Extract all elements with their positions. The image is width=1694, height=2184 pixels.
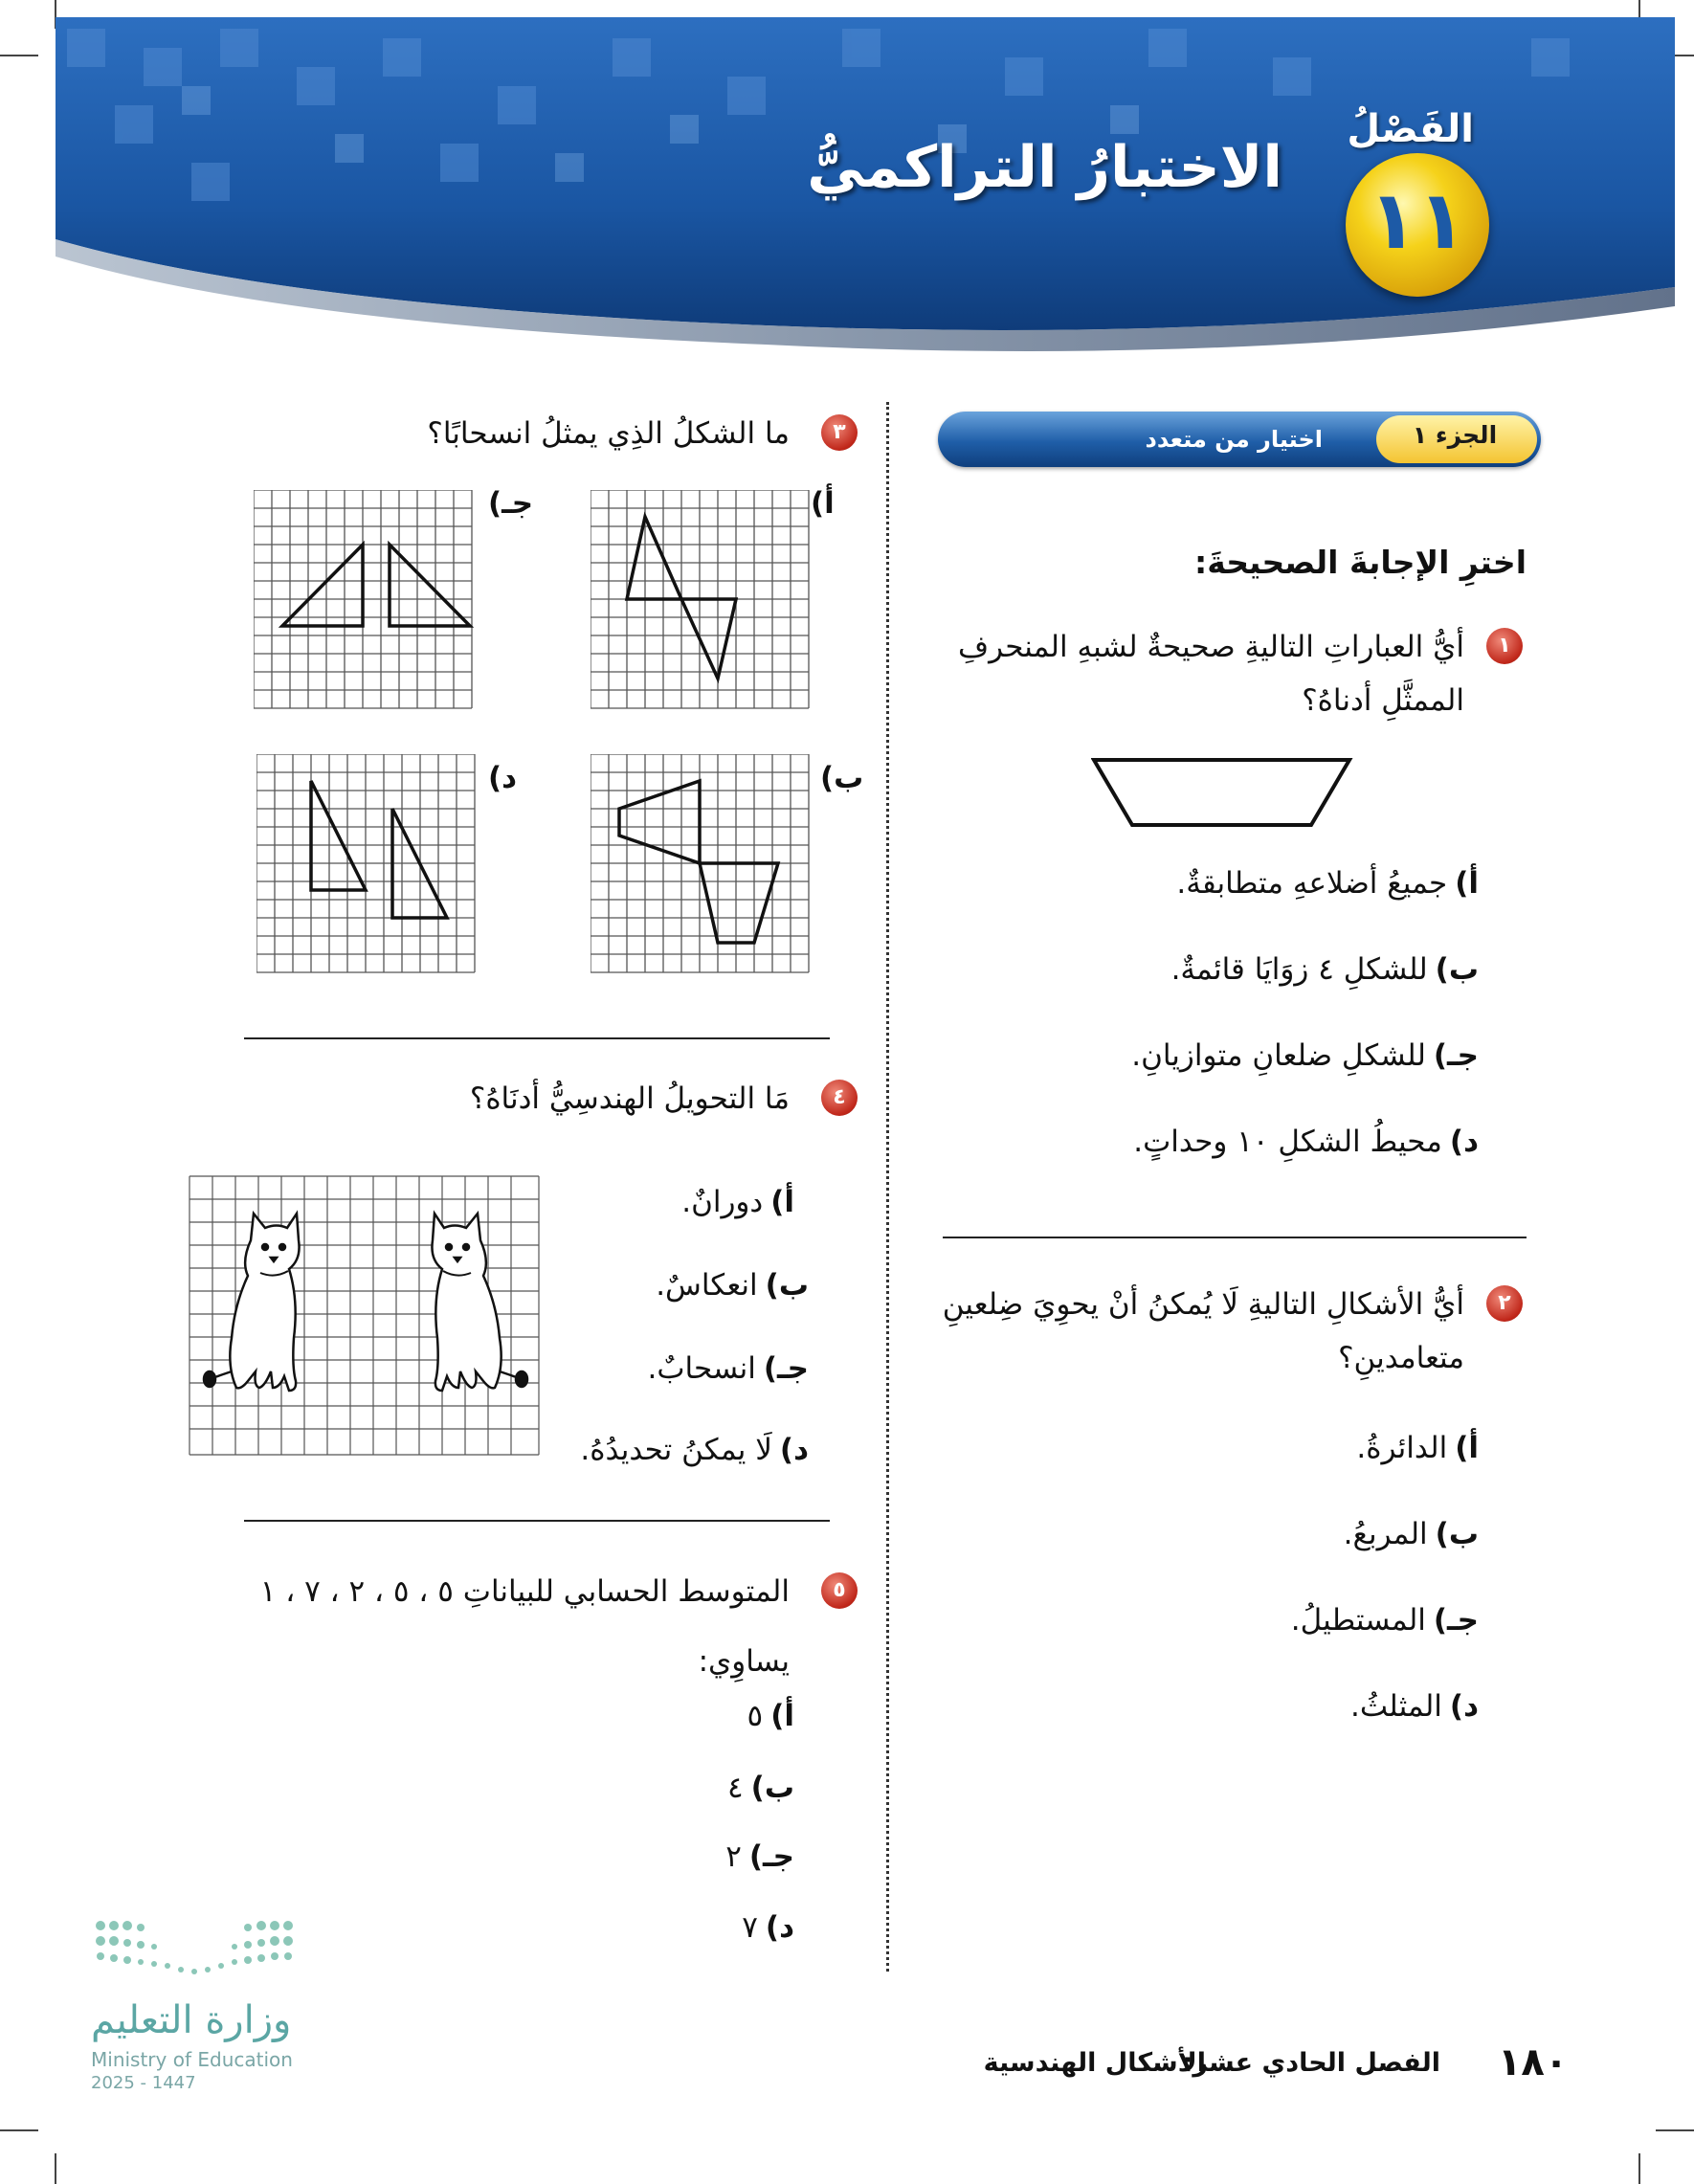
page-number: ١٨٠ (1498, 2040, 1569, 2084)
footer-chapter: الفصل الحادي عشر: (1182, 2048, 1440, 2078)
footer-topic: الأشكال الهندسية (983, 2048, 1206, 2078)
answer-option[interactable]: أ)جميعُ أضلاعهِ متطابقةٌ. (1176, 866, 1479, 901)
page-title: الاختبارُ التراكميُّ (807, 134, 1282, 201)
chapter-number: ١١ (1368, 173, 1467, 267)
answer-option[interactable]: د)لَا يمكنُ تحديدُهُ. (580, 1433, 809, 1467)
answer-option-label: د) (488, 761, 518, 795)
question-separator (244, 1520, 830, 1522)
question-separator (244, 1037, 830, 1039)
crop-mark (55, 2153, 56, 2184)
crop-mark (0, 2129, 38, 2131)
answer-option[interactable]: جـ)للشكلِ ضلعانِ متوازيانِ. (1131, 1038, 1479, 1073)
answer-option[interactable]: أ)دورانٌ. (681, 1185, 794, 1219)
ministry-name-english: Ministry of Education (91, 2048, 293, 2071)
crop-mark (1638, 2153, 1640, 2184)
grid-figure-c[interactable] (254, 490, 474, 710)
cats-reflection-grid (189, 1175, 543, 1457)
question-text-line2: يساوِي: (698, 1644, 790, 1679)
instruction: اخترِ الإجابةَ الصحيحةَ: (1194, 544, 1527, 581)
part-tag-label: الجزء ١ (1412, 421, 1498, 449)
answer-option[interactable]: د)المثلثُ. (1350, 1689, 1479, 1724)
answer-option[interactable]: أ)الدائرةُ. (1356, 1431, 1479, 1465)
answer-option[interactable]: ب)للشكلِ ٤ زوَايَا قائمةٌ. (1170, 952, 1479, 987)
answer-option[interactable]: د)محيطُ الشكلِ ١٠ وحداتٍ. (1133, 1125, 1479, 1159)
answer-option-label: ب) (820, 761, 864, 795)
answer-option[interactable]: د)٧ (742, 1910, 794, 1945)
chapter-label: الفَصْلُ (1347, 107, 1474, 151)
ministry-logo-dots (91, 1914, 311, 1991)
part-name: اختيار من متعدد (1145, 426, 1323, 453)
ministry-name-arabic: وزارة التعليم (91, 1998, 292, 2042)
grid-figure-a[interactable] (591, 490, 811, 710)
question-text: أيُّ العباراتِ التاليةِ صحيحةٌ لشبهِ المنحرفِ الممثَّلِ أدناهُ؟ (958, 630, 1464, 718)
answer-option[interactable]: جـ)المستطيلُ. (1290, 1603, 1479, 1638)
question-text-line1: المتوسط الحسابي للبياناتِ ٥ ، ٥ ، ٢ ، ٧ ، ١ (259, 1574, 790, 1609)
answer-option[interactable]: أ)٥ (747, 1699, 794, 1733)
trapezoid-figure (1091, 756, 1359, 833)
answer-option[interactable]: ب)المربعُ. (1343, 1517, 1479, 1551)
answer-option[interactable]: جـ)٢ (725, 1839, 794, 1874)
question-separator (943, 1237, 1527, 1238)
question-number-badge: ٣ (821, 414, 858, 451)
question-number-badge: ١ (1486, 628, 1523, 664)
grid-figure-d[interactable] (256, 754, 477, 974)
question-number-badge: ٥ (821, 1572, 858, 1609)
answer-option-label: أ) (811, 486, 835, 521)
answer-option[interactable]: ب)٤ (727, 1771, 794, 1805)
question-text: مَا التحويلُ الهندسِيُّ أدنَاهُ؟ (469, 1081, 790, 1116)
question-text: ما الشكلُ الذِي يمثلُ انسحابًا؟ (427, 416, 790, 451)
crop-mark (1656, 2129, 1694, 2131)
column-divider (886, 402, 889, 1972)
answer-option-label: جـ) (488, 486, 534, 521)
answer-option[interactable]: جـ)انسحابٌ. (647, 1351, 809, 1386)
question-number-badge: ٢ (1486, 1285, 1523, 1322)
question-number-badge: ٤ (821, 1080, 858, 1116)
grid-figure-b[interactable] (591, 754, 811, 974)
ministry-year: 2025 - 1447 (91, 2073, 196, 2093)
question-text: أيُّ الأشكالِ التاليةِ لَا يُمكنُ أنْ يحوِيَ ضِلعينِ متعامدينِ؟ (942, 1287, 1464, 1375)
answer-option[interactable]: ب)انعكاسٌ. (656, 1268, 809, 1303)
